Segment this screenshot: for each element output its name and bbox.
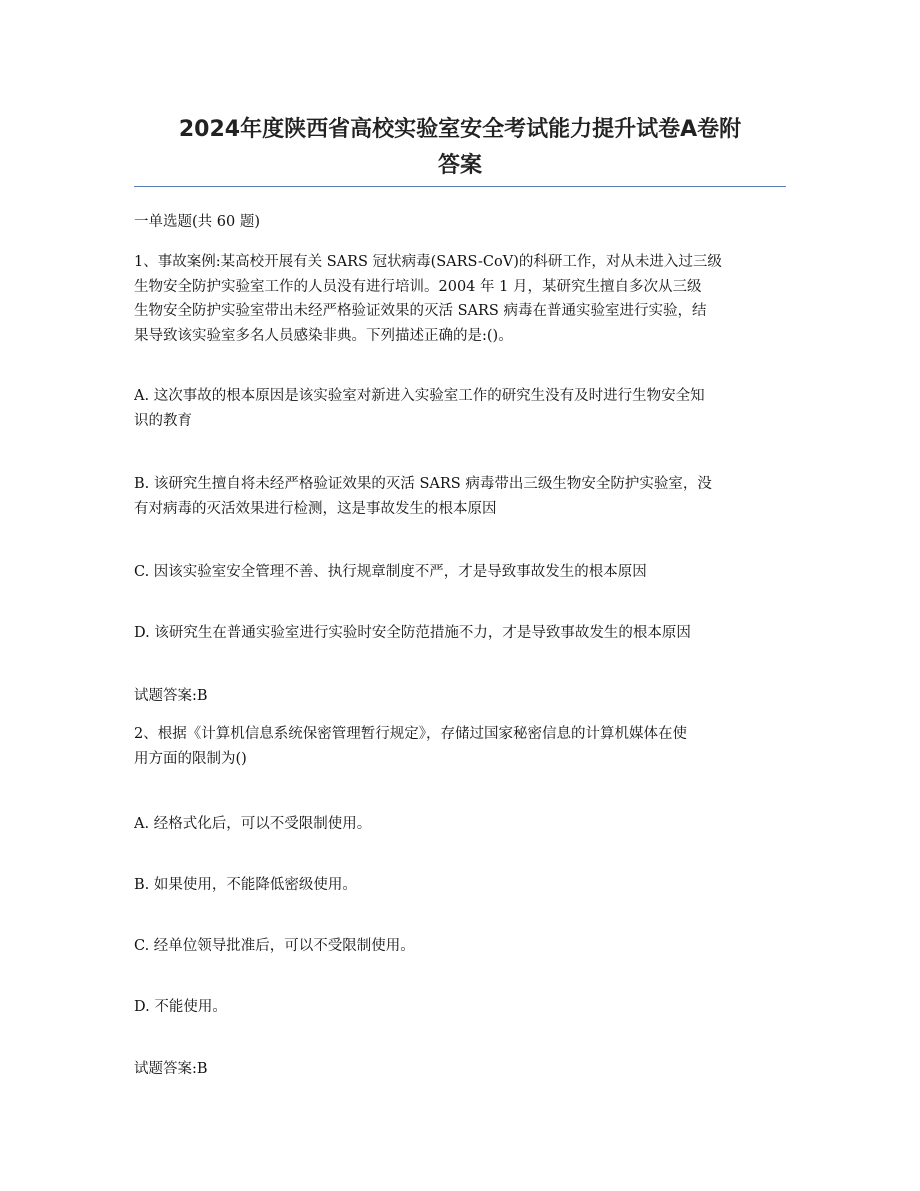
title-line-2: 答案 [437,153,482,178]
stem-line: 用方面的限制为() [134,750,247,767]
option-line: A. 经格式化后，可以不受限制使用。 [134,816,372,832]
document-title [130,112,790,184]
option-line: B. 如果使用，不能降低密级使用。 [134,877,357,893]
stem-line: 2、根据《计算机信息系统保密管理暂行规定》，存储过国家秘密信息的计算机媒体在使 [134,726,687,742]
option-line: A. 这次事故的根本原因是该实验室对新进入实验室工作的研究生没有及时进行生物安全知 [134,388,705,404]
question-1-stem [134,250,786,348]
option-line: D. 该研究生在普通实验室进行实验时安全防范措施不力，才是导致事故发生的根本原因 [134,625,691,641]
option-line: C. 经单位领导批准后，可以不受限制使用。 [134,938,415,954]
question-2-option-c [134,934,786,959]
stem-line: 果导致该实验室多名人员感染非典。下列描述正确的是:()。 [134,327,513,344]
question-2-option-d [134,995,786,1020]
option-line: C. 因该实验室安全管理不善、执行规章制度不严，才是导致事故发生的根本原因 [134,564,647,580]
option-line: B. 该研究生擅自将未经严格验证效果的灭活 SARS 病毒带出三级生物安全防护实验室，没 [134,476,712,492]
stem-line: 1、事故案例:某高校开展有关 SARS 冠状病毒(SARS-CoV)的科研工作，对从未进入过三级 [134,254,722,270]
option-line: D. 不能使用。 [134,999,227,1015]
question-1-option-d [134,621,786,646]
stem-line: 生物安全防护实验室带出未经严格验证效果的灭活 SARS 病毒在普通实验室进行实验，结 [134,303,707,319]
question-1-option-a [134,384,786,433]
title-divider [134,186,786,187]
question-1-option-c [134,560,786,585]
title-line-1: 2024年度陕西省高校实验室安全考试能力提升试卷A卷附 [178,117,742,142]
option-line: 有对病毒的灭活效果进行检测，这是事故发生的根本原因 [134,500,497,517]
question-1-option-b [134,472,786,521]
section-heading: 一单选题(共 60 题) [134,214,260,230]
question-2-option-a [134,812,786,837]
question-2-stem [134,722,786,771]
stem-line: 生物安全防护实验室工作的人员没有进行培训。2004 年 1 月，某研究生擅自多次从三级 [134,278,702,295]
question-1-answer: 试题答案:B [134,688,208,704]
question-2-option-b [134,873,786,898]
question-2-answer: 试题答案:B [134,1061,208,1077]
option-line: 识的教育 [134,412,192,429]
